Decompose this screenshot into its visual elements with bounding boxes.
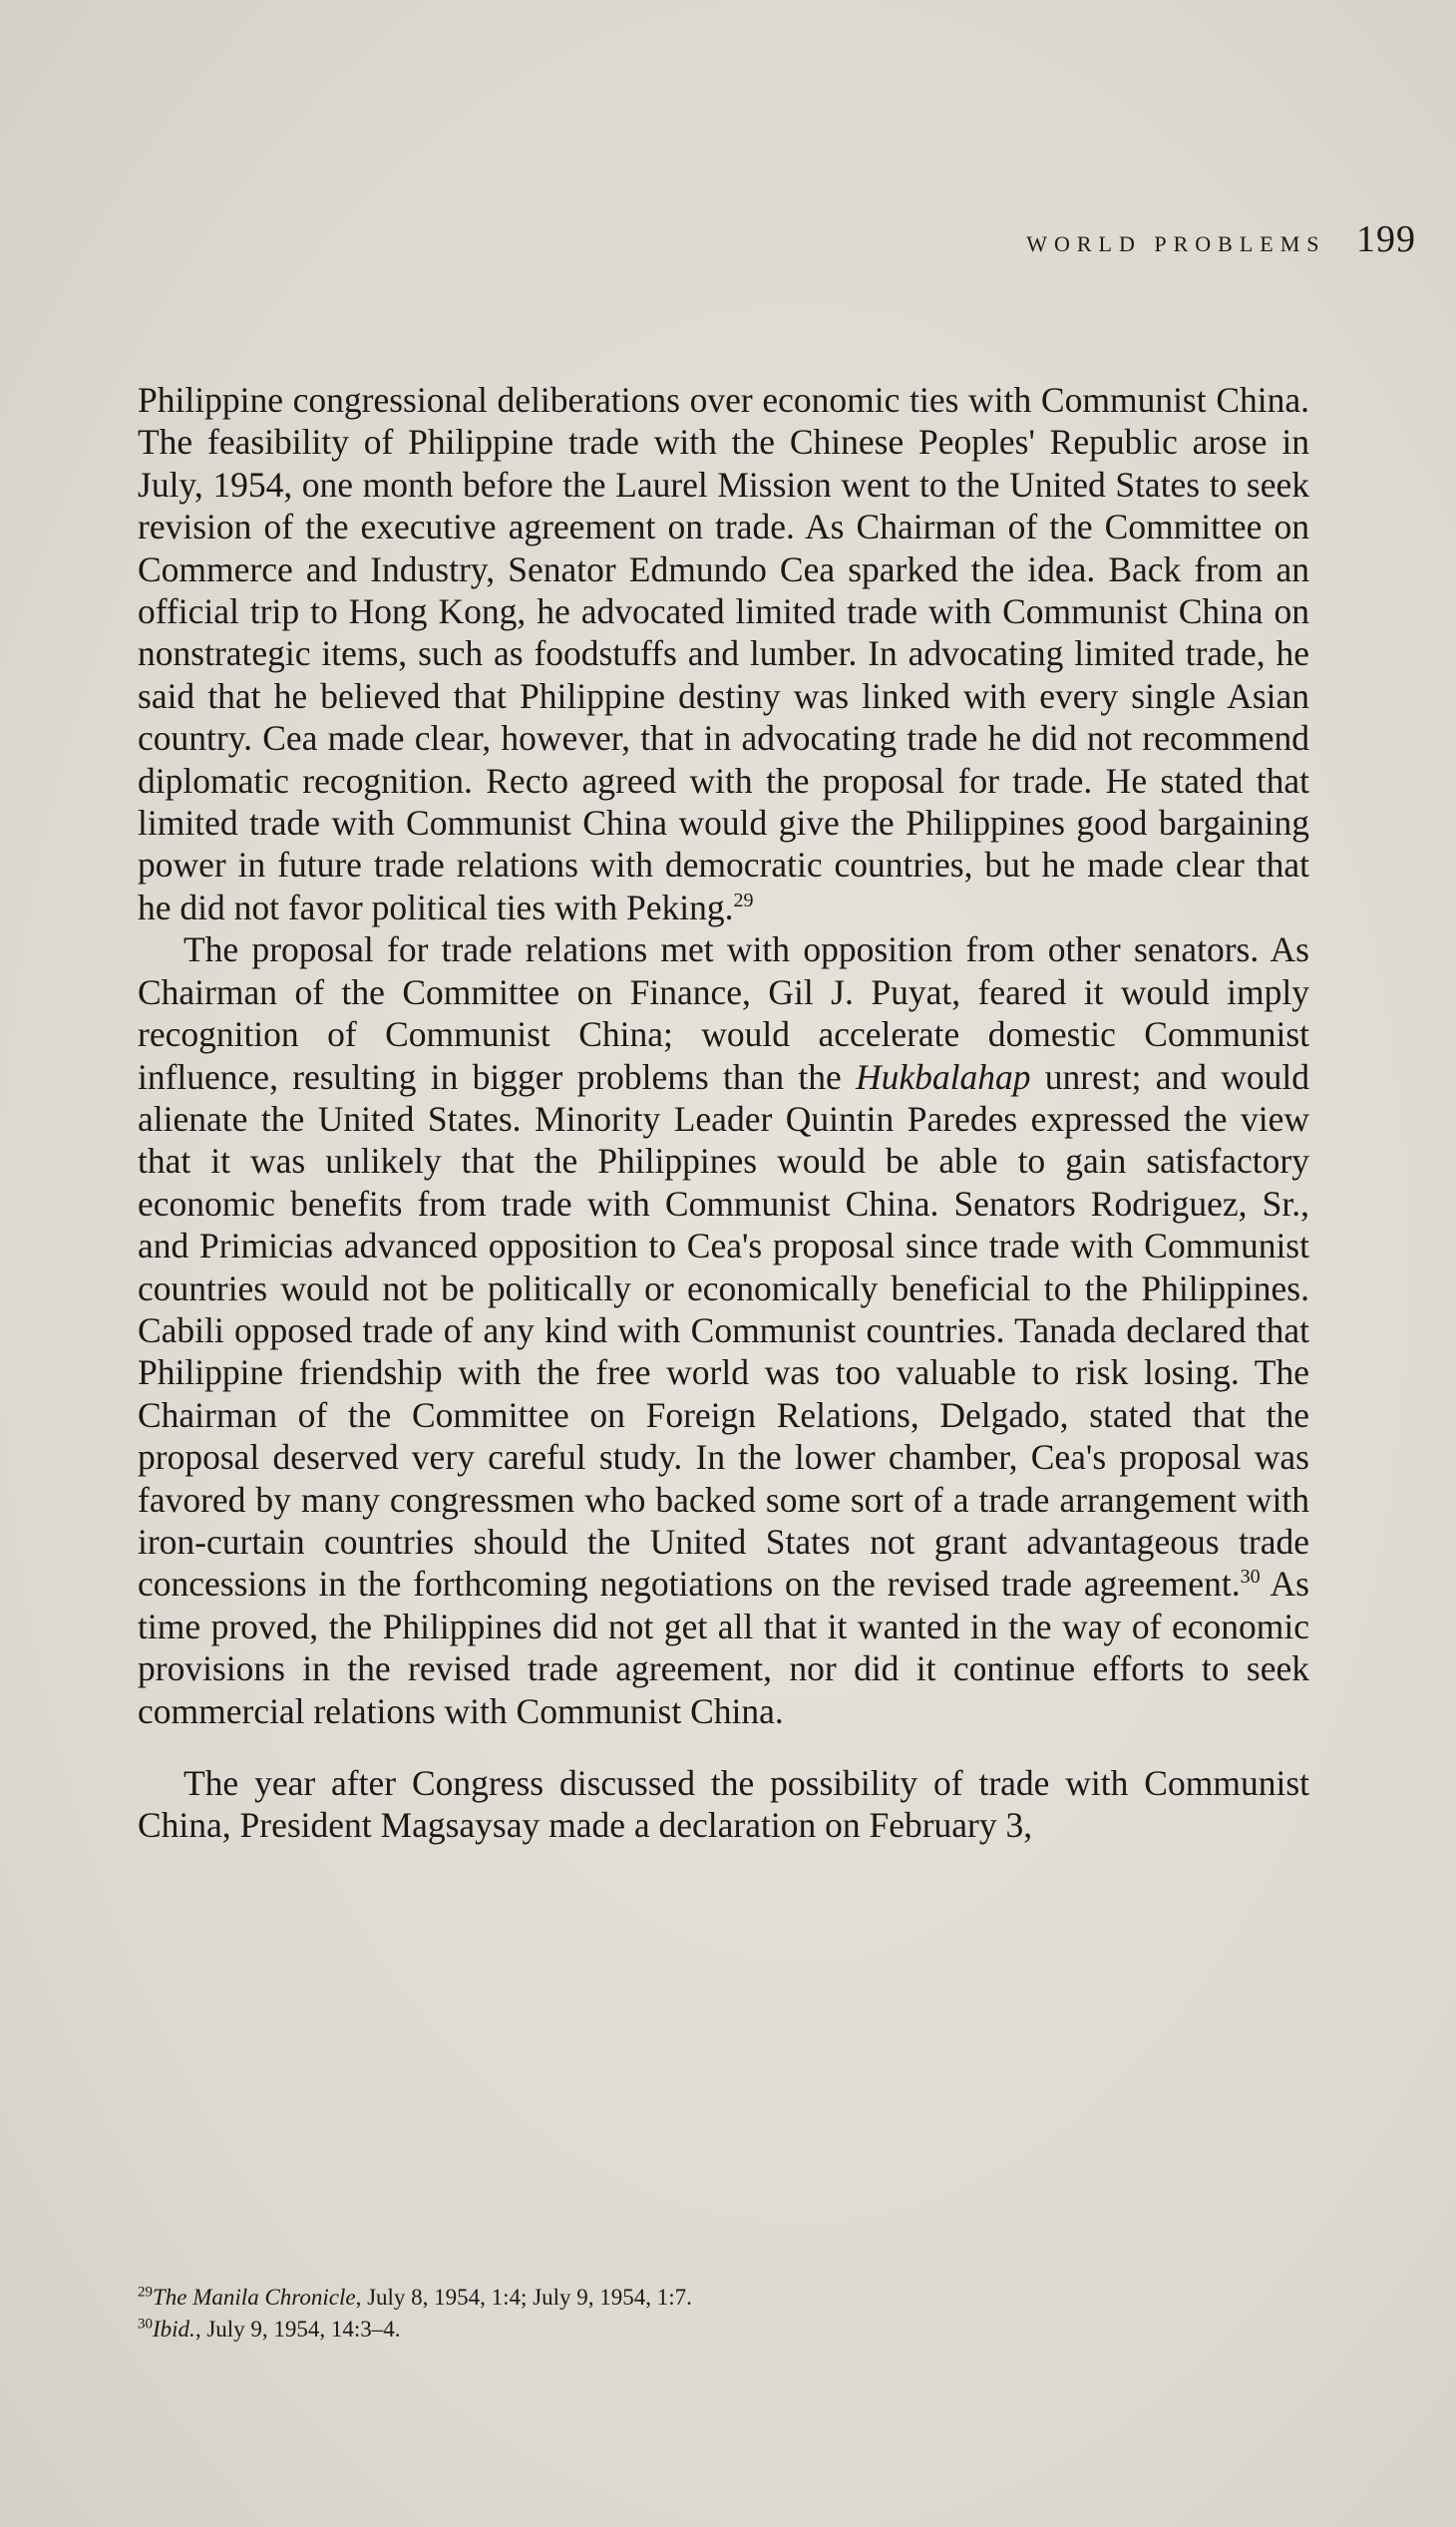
footnote-source: Ibid. [153, 2317, 195, 2342]
paragraph-1 [138, 379, 1309, 928]
page-number: 199 [1356, 218, 1416, 260]
footnote-source: The Manila Chronicle [153, 2285, 356, 2310]
hukbalahap-term: Hukbalahap [856, 1056, 1031, 1097]
footnote-ref-30: 30 [1240, 1566, 1261, 1589]
paragraph-2-text-b: unrest; and would alienate the United States. Minority Leader Quintin Paredes expressed the view that it was unlikely that the Philippines would be able to gain satisfactory economic benefits from trade with Communist China. Senators Rodriguez, Sr., and Primicias advanced opposition to Cea's proposal since trade with Communist countries would not be politically or economically beneficial to the Philippines. Cabili opposed trade of any kind with Communist countries. Tanada declared that Philippine friendship with the free world was too valuable to risk losing. The Chairman of the Committee on Foreign Relations, Delgado, stated that the proposal deserved very careful study. In the lower chamber, Cea's proposal was favored by many congressmen who backed some sort of a trade arrangement with iron-curtain countries should the United States not grant advantageous trade concessions in the forthcoming negotiations on the revised trade agreement. [138, 1056, 1309, 1605]
paragraph-3 [138, 1762, 1309, 1847]
paragraph-1-text: Philippine congressional deliberations over economic ties with Communist China. The feasibility of Philippine trade with the Chinese Peoples' Republic arose in July, 1954, one month before the Laurel Mission went to the United States to seek revision of the executive agreement on trade. As Chairman of the Committee on Commerce and Industry, Senator Edmundo Cea sparked the idea. Back from an official trip to Hong Kong, he advocated limited trade with Communist China on nonstrategic items, such as foodstuffs and lumber. In advocating limited trade, he said that he believed that Philippine destiny was linked with every single Asian country. Cea made clear, however, that in advocating trade he did not recommend diplomatic recognition. Recto agreed with the proposal for trade. He stated that limited trade with Communist China would give the Philippines good bargaining power in future trade relations with democratic countries, but he made clear that he did not favor political ties with Peking. [138, 380, 1309, 927]
footnote-30 [138, 2314, 1309, 2346]
paragraph-2-text-a: The proposal for trade relations met with opposition from other senators. As Chairman of the Committee on Finance, Gil J. Puyat, feared it would imply recognition of Communist China; would accelerate domestic Communist influence, resulting in bigger problems than the [138, 929, 1309, 1097]
footnote-citation: , July 9, 1954, 14:3–4. [194, 2317, 401, 2342]
paragraph-3-text: The year after Congress discussed the possibility of trade with Communist China, President Magsaysay made a declaration on February 3, [138, 1763, 1309, 1846]
paragraph-2 [138, 928, 1309, 1732]
footnotes [138, 2282, 1309, 2346]
paragraph-2-text-c: As time proved, the Philippines did not get all that it wanted in the way of economic provisions in the revised trade agreement, nor did it continue efforts to seek commercial relations with Communist China. [138, 1564, 1309, 1731]
footnote-ref-29: 29 [733, 890, 754, 912]
footnote-citation: , July 8, 1954, 1:4; July 9, 1954, 1:7. [355, 2285, 692, 2310]
running-head: WORLD PROBLEMS [1026, 231, 1326, 256]
body-text [138, 379, 1309, 1847]
page-header [140, 217, 1416, 261]
footnote-number: 30 [138, 2316, 153, 2333]
footnote-29 [138, 2282, 1309, 2314]
footnote-number: 29 [138, 2284, 153, 2301]
